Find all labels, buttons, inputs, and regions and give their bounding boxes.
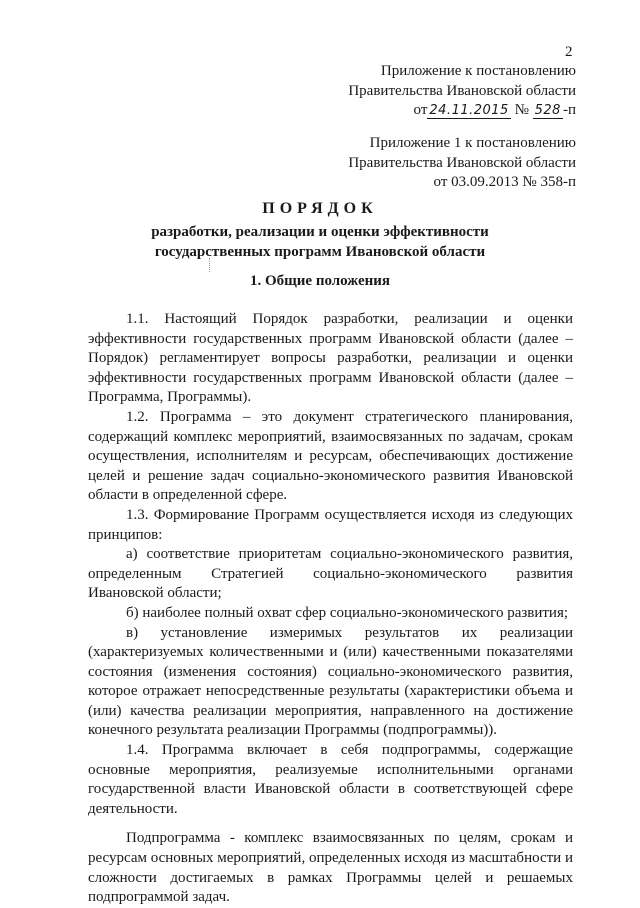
- appendix-new-block: [348, 62, 576, 121]
- paragraph: 1.1. Настоящий Порядок разработки, реализации и оценки эффективности государственных программ Ивановской области (далее – Порядок) регламентирует вопросы разработки, реализации и оценки эффективности государственных программ Ивановской области (далее – Программа, Программы).: [88, 311, 573, 406]
- appendix-old-line3: от 03.09.2013 № 358-п: [433, 174, 576, 190]
- document-title: ПОРЯДОК: [262, 200, 378, 217]
- number-prefix: №: [514, 102, 529, 118]
- paragraph: 1.4. Программа включает в себя подпрограммы, содержащие основные мероприятия, реализуемые исполнительными органами государственной власти Ивановской области в соответствующей сфере деятельности.: [88, 742, 573, 817]
- appendix-old-block: [348, 134, 576, 193]
- appendix-old-line1: Приложение 1 к постановлению: [369, 135, 576, 151]
- subtitle-line1: разработки, реализации и оценки эффективности: [151, 224, 489, 240]
- paragraph: б) наиболее полный охват сфер социально-экономического развития;: [126, 604, 569, 621]
- date-prefix: от: [413, 102, 428, 118]
- number-suffix: -п: [562, 102, 576, 118]
- appendix-old-line2: Правительства Ивановской области: [348, 154, 576, 171]
- subtitle-line2: государственных программ Ивановской области: [154, 243, 486, 260]
- page-number: 2: [565, 44, 573, 60]
- scan-artifact: [209, 258, 211, 272]
- appendix-new-date-line: [348, 101, 576, 121]
- paragraph: а) соответствие приоритетам социально-экономического развития, определенным Стратегией социально-экономического развития Ивановской области;: [88, 546, 573, 602]
- paragraph: в) установление измеримых результатов их реализации (характеризуемых количественными и (или) качественными показателями состояния (изменения состояния) социально-экономического развития, которое отражает непосредственные результаты (характеристики объема и (или) качества реализации мероприятия, направленного на достижение конечного результата реализации Программы (подпрограммы)).: [88, 624, 573, 739]
- appendix-new-line1: Приложение к постановлению: [380, 63, 576, 79]
- paragraph: 1.3. Формирование Программ осуществляется исходя из следующих принципов:: [88, 506, 573, 543]
- section-heading: 1. Общие положения: [249, 273, 391, 289]
- handwritten-number: 528: [534, 103, 561, 118]
- appendix-new-line2: Правительства Ивановской области: [348, 82, 576, 99]
- paragraph: Подпрограмма - комплекс взаимосвязанных по целям, срокам и ресурсам основных мероприятий, определенных исходя из масштабности и сложности достигаемых в рамках Программы целей и решаемых подпрограммой задач.: [88, 830, 573, 906]
- paragraph: 1.2. Программа – это документ стратегического планирования, содержащий комплекс мероприятий, взаимосвязанных по задачам, срокам осуществления, исполнителям и ресурсам, обеспечивающих достижение целей и решение задач социально-экономического развития Ивановской области в определенной сфере.: [88, 408, 573, 504]
- document-body: [88, 310, 573, 908]
- handwritten-date: 24.11.2015: [429, 103, 509, 118]
- document-subtitle: [0, 223, 640, 262]
